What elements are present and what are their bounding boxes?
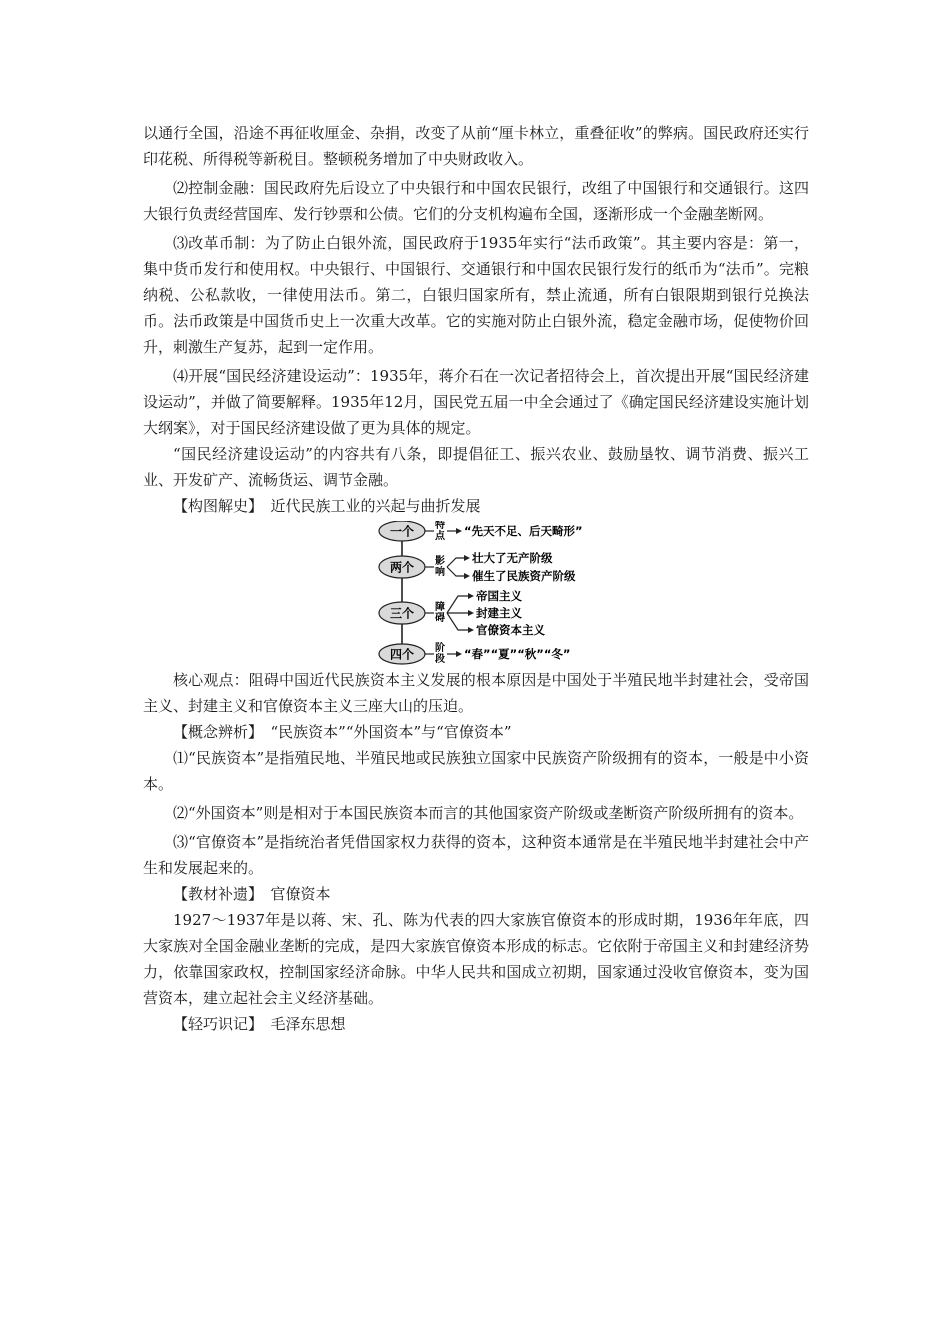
node-1-connector-bottom: 点	[435, 531, 445, 542]
paragraph-four-families: 1927～1937年是以蒋、宋、孔、陈为代表的四大家族官僚资本的形成时期，1936年年底，四大家族对全国金融业垄断的完成，是四大家族官僚资本形成的标志。它依附于帝国主义和封建经济势力，依靠国家政权，控制国家经济命脉。中华人民共和国成立初期，国家通过没收官僚资本，变为国营资本，建立起社会主义经济基础。	[143, 911, 809, 1007]
node-3-arrowhead-2	[468, 610, 474, 616]
paragraph-finance-control: ⑵控制金融：国民政府先后设立了中央银行和中国农民银行，改组了中国银行和交通银行。这四大银行负责经营国库、发行钞票和公债。它们的分支机构遍布全国，逐渐形成一个金融垄断网。	[143, 179, 809, 223]
paragraph-national-capital: ⑴“民族资本”是指殖民地、半殖民地或民族独立国家中民族资产阶级拥有的资本，一般是中小资本。	[143, 749, 809, 793]
node-3-item-2: 封建主义	[476, 606, 522, 620]
node-1-item-1: “先天不足、后天畸形”	[464, 524, 583, 538]
document-page	[143, 120, 809, 1037]
paragraph-economic-movement: ⑷开展“国民经济建设运动”：1935年，蒋介石在一次记者招待会上，首次提出开展“国民经济建设运动”，并做了简要解释。1935年12月，国民党五届一中全会通过了《确定国民经济建设实施计划大纲案》，对于国民经济建设做了更为具体的规定。	[143, 367, 809, 437]
node-3-label: 三个	[389, 606, 415, 621]
paragraph-foreign-capital: ⑵“外国资本”则是相对于本国民族资本而言的其他国家资产阶级或垄断资产阶级所拥有的资本。	[173, 804, 804, 822]
node-4-connector-bottom: 段	[435, 654, 445, 665]
node-3-connector-bottom: 碍	[435, 613, 445, 624]
node-1-label: 一个	[389, 524, 415, 539]
node-4-arrowhead	[456, 651, 462, 657]
node-2-connector-top: 影	[435, 556, 445, 567]
node-4-item-1: “春”“夏”“秋”“冬”	[464, 647, 571, 661]
node-3-arrow-1	[447, 596, 468, 613]
node-3-arrowhead-3	[468, 627, 474, 633]
node-2-arrowhead-1	[464, 555, 470, 561]
node-3-connector-top: 障	[435, 602, 445, 613]
node-4-connector-top: 阶	[435, 643, 445, 654]
node-1-connector-top: 特	[435, 521, 445, 531]
node-2-arrow-2	[447, 567, 464, 576]
diagram-heading: 【构图解史】 近代民族工业的兴起与曲折发展	[173, 497, 481, 515]
concept-diagram-svg	[376, 521, 616, 667]
node-2-item-2: 催生了民族资产阶级	[472, 569, 576, 583]
node-3-item-3: 官僚资本主义	[476, 623, 545, 637]
concept-diagram	[143, 521, 809, 667]
paragraph-core-view: 核心观点：阻碍中国近代民族资本主义发展的根本原因是中国处于半殖民地半封建社会，受帝国主义、封建主义和官僚资本主义三座大山的压迫。	[143, 671, 809, 715]
supplement-heading: 【教材补遗】 官僚资本	[173, 885, 331, 903]
node-4-label: 四个	[389, 647, 415, 662]
concept-heading: 【概念辨析】 “民族资本”“外国资本”与“官僚资本”	[173, 723, 512, 741]
paragraph-tax-reform: 以通行全国，沿途不再征收厘金、杂捐，改变了从前“厘卡林立，重叠征收”的弊病。国民政府还实行印花税、所得税等新税目。整顿税务增加了中央财政收入。	[143, 124, 809, 168]
node-2-item-1: 壮大了无产阶级	[472, 551, 553, 565]
node-2-connector-bottom: 响	[435, 567, 445, 578]
memory-heading: 【轻巧识记】 毛泽东思想	[173, 1015, 346, 1033]
node-3-arrowhead-1	[468, 593, 474, 599]
node-2-arrowhead-2	[464, 573, 470, 579]
node-3-item-1: 帝国主义	[476, 589, 522, 603]
node-2-label: 两个	[389, 560, 415, 575]
paragraph-currency-reform: ⑶改革币制：为了防止白银外流，国民政府于1935年实行“法币政策”。其主要内容是：第一，集中货币发行和使用权。中央银行、中国银行、交通银行和中国农民银行发行的纸币为“法币”。完粮纳税、公私款收，一律使用法币。第二，白银归国家所有，禁止流通，所有白银限期到银行兑换法币。法币政策是中国货币史上一次重大改革。它的实施对防止白银外流，稳定金融市场，促使物价回升，刺激生产复苏，起到一定作用。	[143, 234, 809, 356]
node-1-arrowhead	[456, 528, 462, 534]
paragraph-bureaucratic-capital: ⑶“官僚资本”是指统治者凭借国家权力获得的资本，这种资本通常是在半殖民地半封建社会中产生和发展起来的。	[143, 833, 809, 877]
node-3-arrow-3	[447, 613, 468, 630]
node-2-arrow-1	[447, 558, 464, 567]
paragraph-movement-content: “国民经济建设运动”的内容共有八条，即提倡征工、振兴农业、鼓励垦牧、调节消费、振兴工业、开发矿产、流畅货运、调节金融。	[143, 445, 809, 489]
